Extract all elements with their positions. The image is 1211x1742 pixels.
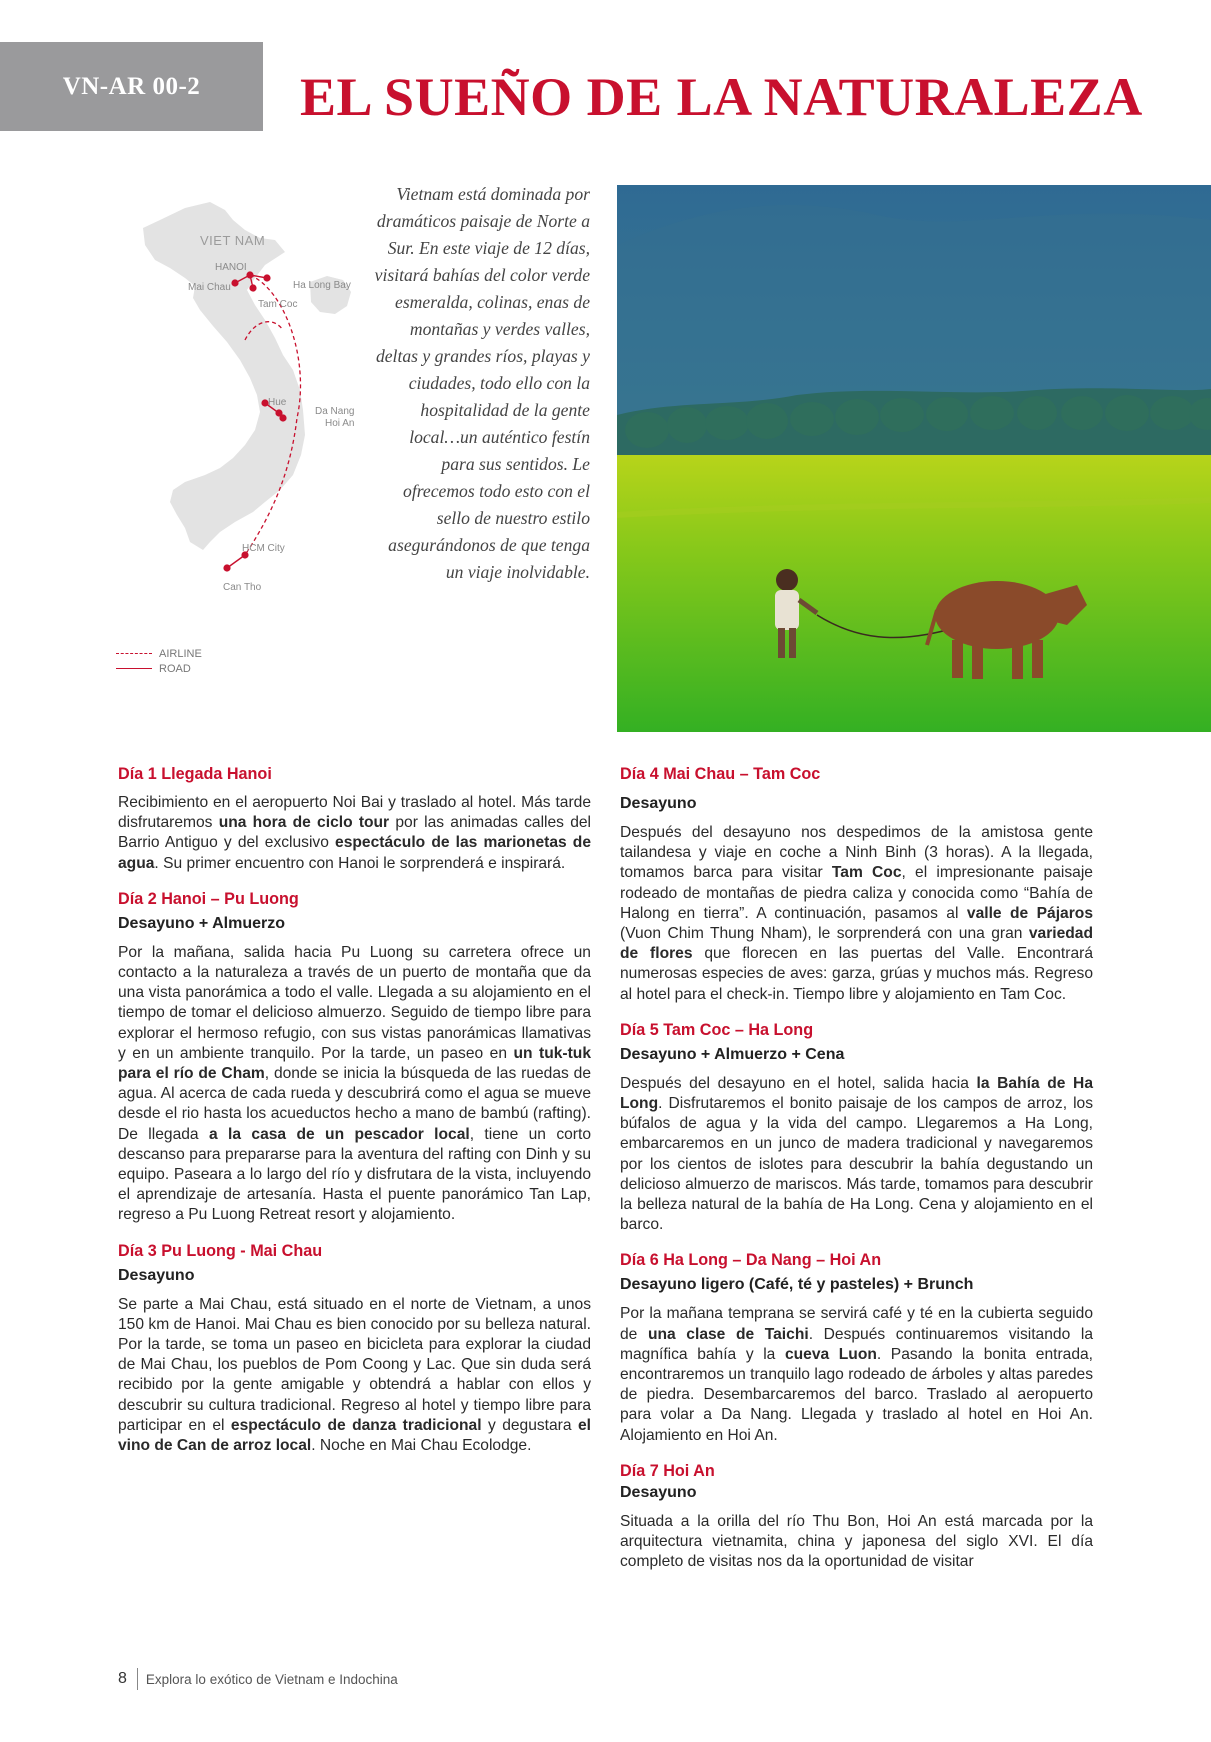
day-5-meals: Desayuno + Almuerzo + Cena	[620, 1045, 845, 1063]
page-title: EL SUEÑO DE LA NATURALEZA	[300, 67, 1143, 127]
label-hoi-an: Hoi An	[325, 418, 355, 429]
day-7-text: Situada a la orilla del río Thu Bon, Hoi An está marcada por la arquitectura vietnamita, china y japonesa del siglo XVI. El día completo de visitas nos da la oportunidad de visitar	[620, 1512, 1093, 1571]
legend-airline-label: AIRLINE	[159, 647, 202, 660]
footer-divider	[137, 1668, 138, 1690]
day-4-text: Después del desayuno nos despedimos de la amistosa gente tailandesa y viaje en coche a Ninh Binh (3 horas). A la llegada, tomamos barca para visitar Tam Coc, el impresionante paisaje rodeado de montañas de piedra caliza y conocida como “Bahía de Halong en tierra”. A continuación, pasamos al valle de Pájaros (Vuon Chim Thung Nham), le sorprenderá con una gran variedad de flores que florecen en las puertas del Valle. Encontrará numerosas especies de aves: garza, grúas y muchos más. Regreso al hotel para el check-in. Tiempo libre y alojamiento en Tam Coc.	[620, 824, 1093, 1003]
day-7-title: Día 7 Hoi An	[620, 1461, 715, 1480]
itinerary-left-column	[118, 763, 591, 1456]
legend-road-label: ROAD	[159, 662, 191, 675]
legend-airline	[116, 646, 202, 661]
label-can-tho: Can Tho	[223, 582, 262, 593]
label-mai-chau: Mai Chau	[188, 282, 231, 293]
day-3-meals: Desayuno	[118, 1266, 195, 1284]
page-footer	[118, 1668, 398, 1690]
day-5-title: Día 5 Tam Coc – Ha Long	[620, 1020, 814, 1039]
label-hanoi: HANOI	[215, 262, 247, 273]
legend-airline-line	[116, 653, 152, 654]
marker-hanoi	[246, 271, 253, 278]
marker-mai-chau	[231, 279, 238, 286]
day-6-text: Por la mañana temprana se servirá café y té en la cubierta seguido de una clase de Taichi. Después continuaremos visitando la magnífica bahía y la cueva Luon. Pasando la bonita entrada, encontraremos un tranquilo lago rodeado de árboles y altas paredes de piedra. Desembarcaremos del barco. Traslado al aeropuerto para volar a Da Nang. Llegada y traslado al hotel en Hoi An. Alojamiento en Hoi An.	[620, 1305, 1094, 1444]
day-4-meals: Desayuno	[620, 795, 697, 812]
day-3-title: Día 3 Pu Luong - Mai Chau	[118, 1241, 323, 1260]
page-number: 8	[118, 1670, 127, 1687]
day-2-title: Día 2 Hanoi – Pu Luong	[118, 889, 299, 908]
marker-hoi-an	[279, 414, 286, 421]
day-7-meals: Desayuno	[620, 1483, 697, 1501]
label-da-nang: Da Nang	[315, 406, 355, 417]
footer-text: Explora lo exótico de Vietnam e Indochina	[145, 1671, 398, 1687]
landscape-photo	[617, 185, 1211, 732]
intro-text: Vietnam está dominada por dramáticos paisaje de Norte a Sur. En este viaje de 12 días, visitará bahías del color verde esmeralda, colinas, enas de montañas y verdes valles, deltas y grandes ríos, playas y ciudades, todo ello con la hospitalidad de la gente local…un auténtico festín para sus sentidos. Le ofrecemos todo esto con el sello de nuestro estilo asegurándonos de que tenga un viaje inolvidable.	[374, 184, 590, 582]
day-3-text: Se parte a Mai Chau, está situado en el norte de Vietnam, a unos 150 km de Hanoi. Mai Chau es bien conocido por su belleza natural. Por la tarde, se toma un paseo en bicicleta para explorar la ciudad de Mai Chau, los pueblos de Pom Coong y Lac. Que sin duda será recibido por la gente amigable y obtendrá a hablar con ellos y descubrir su cultura tradicional. Regreso al hotel y tiempo libre para participar en el espectáculo de danza tradicional y degustara el vino de Can de arroz local. Noche en Mai Chau Ecolodge.	[118, 1295, 591, 1455]
day-5-text: Después del desayuno en el hotel, salida hacia la Bahía de Ha Long. Disfrutaremos el bonito paisaje de los campos de arroz, los búfalos de agua y la vida del campo. Llegaremos a Ha Long, embarcaremos en un junco de madera tradicional y navegaremos por los cientos de islotes para descubrir la bahía degustando un delicioso almuerzo de mariscos. Más tarde, tomamos para descubrir la belleza natural de la bahía de Ha Long. Cena y alojamiento en el barco.	[620, 1074, 1093, 1234]
day-6-meals: Desayuno ligero (Café, té y pasteles) + Brunch	[620, 1276, 974, 1294]
legend-road-line	[116, 668, 152, 669]
legend-road	[116, 661, 202, 676]
day-4-title: Día 4 Mai Chau – Tam Coc	[620, 765, 821, 783]
itinerary-right-column	[620, 763, 1093, 1572]
map-land	[143, 202, 305, 550]
tour-code-box	[0, 42, 263, 131]
day-2-meals: Desayuno + Almuerzo	[118, 914, 286, 932]
vietnam-route-map	[115, 190, 375, 610]
label-hcm-city: HCM City	[242, 543, 285, 554]
label-tam-coc: Tam Coc	[258, 299, 298, 310]
marker-tam-coc	[249, 284, 256, 291]
marker-ha-long-bay	[263, 274, 270, 281]
day-2-text: Por la mañana, salida hacia Pu Luong su carretera ofrece un contacto a la naturaleza a través de un puerto de montaña que da una vista panorámica a todo el valle. Llegada a su alojamiento en el tiempo de tomar el delicioso almuerzo. Seguido de tiempo libre para explorar el hermoso refugio, con sus vistas panorámicas llamativas y en un ambiente tranquilo. Por la tarde, un paseo en un tuk-tuk para el río de Cham, donde se inicia la búsqueda de las ruedas de agua. Al acerca de cada rueda y descubrirá como el agua se mueve desde el rio hasta los acueductos hecho a mano de bambú (rafting). De llegada a la casa de un pescador local, tiene un corto descanso para prepararse para la aventura del rafting con Dinh y su equipo. Paseara a lo largo del río y disfrutara de la vista, incluyendo el aprendizaje de artesanía. Hasta el puente panorámico Tan Lap, regreso a Pu Luong Retreat resort y alojamiento.	[118, 943, 592, 1224]
day-6-title: Día 6 Ha Long – Da Nang – Hoi An	[620, 1251, 882, 1270]
map-legend	[116, 646, 202, 676]
tour-code: VN-AR 00-2	[62, 72, 201, 100]
marker-can-tho	[223, 564, 230, 571]
day-1-title: Día 1 Llegada Hanoi	[118, 765, 272, 783]
label-ha-long-bay: Ha Long Bay	[293, 280, 351, 291]
day-1-text: Recibimiento en el aeropuerto Noi Bai y traslado al hotel. Más tarde disfrutaremos una hora de ciclo tour por las animadas calles del Barrio Antiguo y del exclusivo espectáculo de las marionetas de agua. Su primer encuentro con Hanoi le sorprenderá e inspirará.	[118, 794, 592, 872]
map-country-label: VIET NAM	[200, 233, 266, 248]
label-hue: Hue	[268, 397, 287, 408]
